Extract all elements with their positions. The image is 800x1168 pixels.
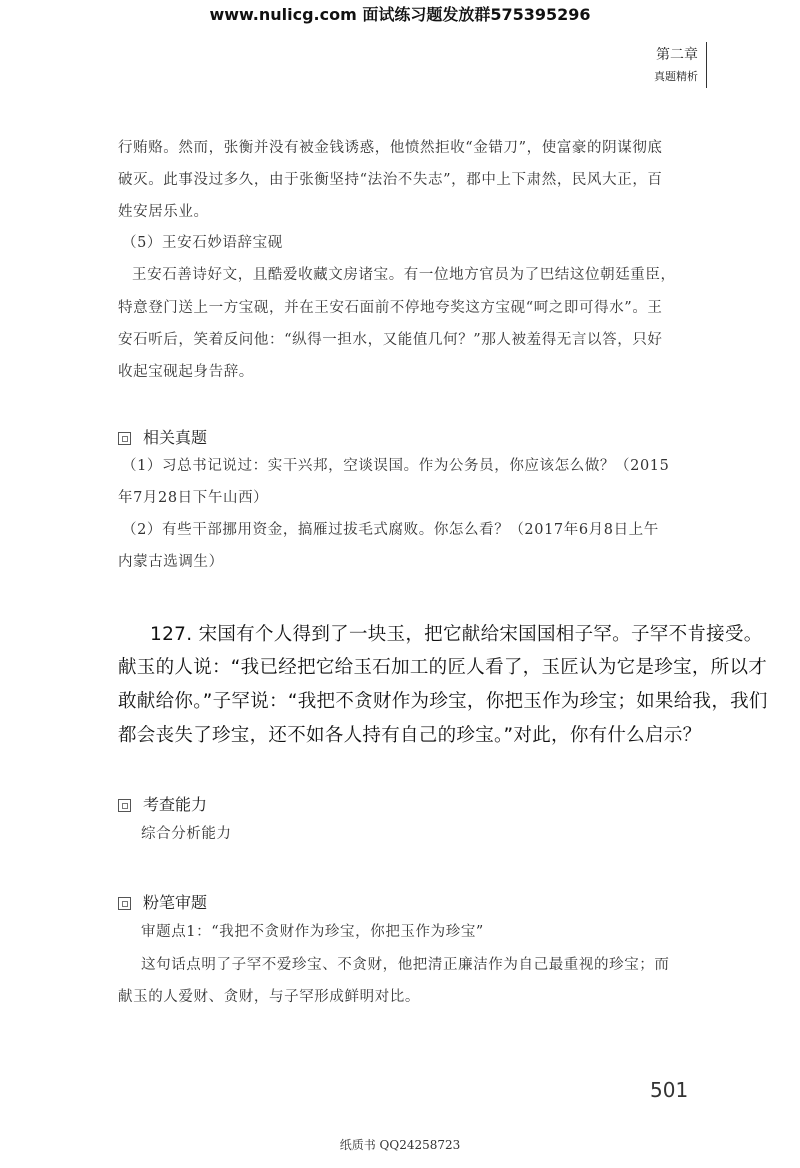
analysis-line: 献玉的人爱财、贪财，与子罕形成鲜明对比。 (118, 989, 420, 1005)
related-item: 内蒙古选调生） (118, 554, 224, 570)
story-line: 姓安居乐业。 (118, 204, 209, 220)
page-number: 501 (650, 1078, 689, 1102)
related-title: 相关真题 (143, 428, 208, 447)
section-marker-icon (118, 799, 131, 812)
story-line: 行贿赂。然而，张衡并没有被金钱诱惑，他愤然拒收“金错刀”，使富豪的阴谋彻底 (118, 140, 663, 156)
story-line: 王安石善诗好文，且酷爱收藏文房诸宝。有一位地方官员为了巴结这位朝廷重臣， (132, 267, 676, 283)
ability-heading (118, 792, 207, 815)
related-item: 年7月28日下午山西） (118, 490, 269, 506)
question-line: 都会丧失了珍宝，还不如各人持有自己的珍宝。”对此，你有什么启示？ (118, 725, 702, 746)
question-line: 127. 宋国有个人得到了一块玉，把它献给宋国国相子罕。子罕不肯接受。 (150, 624, 763, 645)
story-line: 破灭。此事没过多久，由于张衡坚持“法治不失志”，郡中上下肃然，民风大正，百 (118, 172, 663, 188)
related-item: （1）习总书记说过：实干兴邦，空谈误国。作为公务员，你应该怎么做？（2015 (122, 458, 670, 474)
question-line: 献玉的人说：“我已经把它给玉石加工的匠人看了，玉匠认为它是珍宝，所以才 (118, 657, 768, 678)
related-heading (118, 425, 207, 448)
ability-title: 考查能力 (143, 795, 208, 814)
section-marker-icon (118, 432, 131, 445)
analysis-line: 这句话点明了子罕不爱珍宝、不贪财，他把清正廉洁作为自己最重视的珍宝；而 (141, 957, 670, 973)
question-line: 敢献给你。”子罕说：“我把不贪财作为珍宝，你把玉作为珍宝；如果给我，我们 (118, 691, 768, 712)
watermark-header: www.nulicg.com 面试练习题发放群575395296 (209, 5, 591, 24)
header-divider (706, 42, 707, 88)
story-line: 特意登门送上一方宝砚，并在王安石面前不停地夸奖这方宝砚“呵之即可得水”。王 (118, 300, 663, 316)
story-line: 收起宝砚起身告辞。 (118, 364, 254, 380)
ability-value: 综合分析能力 (141, 826, 232, 842)
story-subtitle: （5）王安石妙语辞宝砚 (122, 235, 283, 251)
section-marker-icon (118, 897, 131, 910)
section-label: 真题精析 (654, 70, 698, 83)
story-line: 安石听后，笑着反问他：“纵得一担水，又能值几何？”那人被羞得无言以答，只好 (118, 332, 663, 348)
related-item: （2）有些干部挪用资金，搞雁过拔毛式腐败。你怎么看？（2017年6月8日上午 (122, 522, 659, 538)
footer-text: 纸质书 QQ24258723 (339, 1138, 461, 1152)
chapter-label: 第二章 (656, 47, 698, 63)
analysis-title: 粉笔审题 (143, 893, 208, 912)
analysis-heading (118, 890, 207, 913)
analysis-line: 审题点1：“我把不贪财作为珍宝，你把玉作为珍宝” (141, 924, 484, 940)
